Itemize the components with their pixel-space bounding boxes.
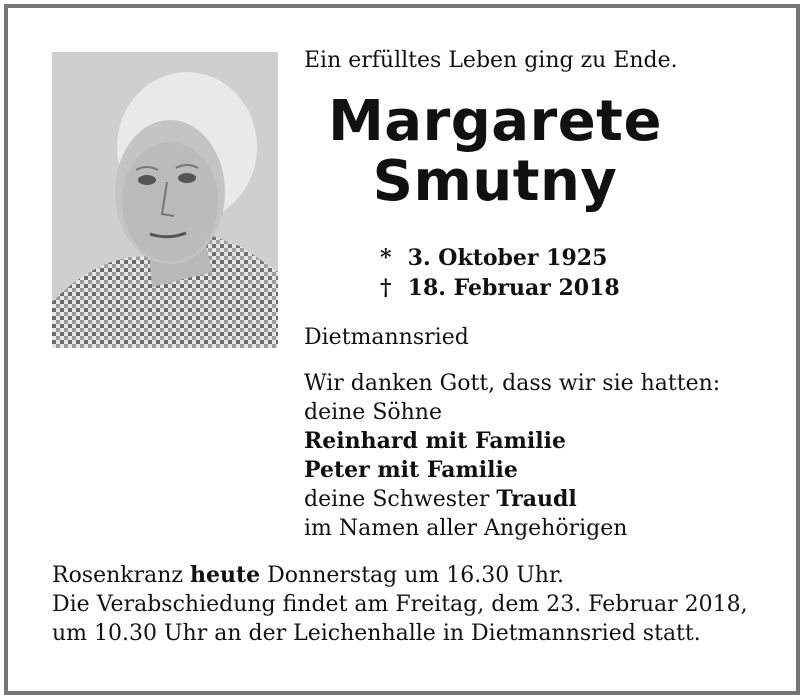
rosary-today: heute: [190, 562, 261, 588]
place-text: Dietmannsried: [304, 325, 469, 350]
rosary-line: [52, 561, 772, 590]
death-date-row: [380, 273, 620, 303]
rosary-time: Donnerstag um 16.30 Uhr.: [267, 563, 565, 588]
sons-label: deine Söhne: [304, 400, 442, 425]
mourner-traudl: Traudl: [496, 486, 577, 512]
mourner-reinhard: Reinhard mit Familie: [304, 428, 566, 454]
rosary-prefix: Rosenkranz: [52, 563, 184, 588]
service-info: [52, 561, 772, 648]
death-date: 18. Februar 2018: [407, 275, 620, 301]
portrait-photo: [52, 52, 278, 348]
farewell-line-1: Die Verabschiedung findet am Freitag, dem 23. Februar 2018,: [52, 592, 748, 617]
mourners-block: [304, 369, 720, 543]
death-symbol: †: [380, 275, 392, 301]
birth-date-row: [380, 243, 620, 273]
birth-date: 3. Oktober 1925: [407, 245, 608, 271]
last-name: Smutny: [372, 149, 618, 214]
farewell-line-2: um 10.30 Uhr an der Leichenhalle in Dietmannsried statt.: [52, 621, 701, 646]
sister-label: deine Schwester: [304, 487, 490, 512]
mourner-peter: Peter mit Familie: [304, 457, 518, 483]
intro-text: Ein erfülltes Leben ging zu Ende.: [304, 48, 678, 73]
thanks-line: Wir danken Gott, dass wir sie hatten:: [304, 371, 721, 396]
life-dates: [380, 243, 620, 303]
first-name: Margarete: [328, 89, 662, 154]
relatives-line: im Namen aller Angehörigen: [304, 516, 628, 541]
birth-symbol: *: [380, 245, 392, 271]
sister-line: [304, 485, 720, 514]
deceased-name: [300, 89, 690, 214]
